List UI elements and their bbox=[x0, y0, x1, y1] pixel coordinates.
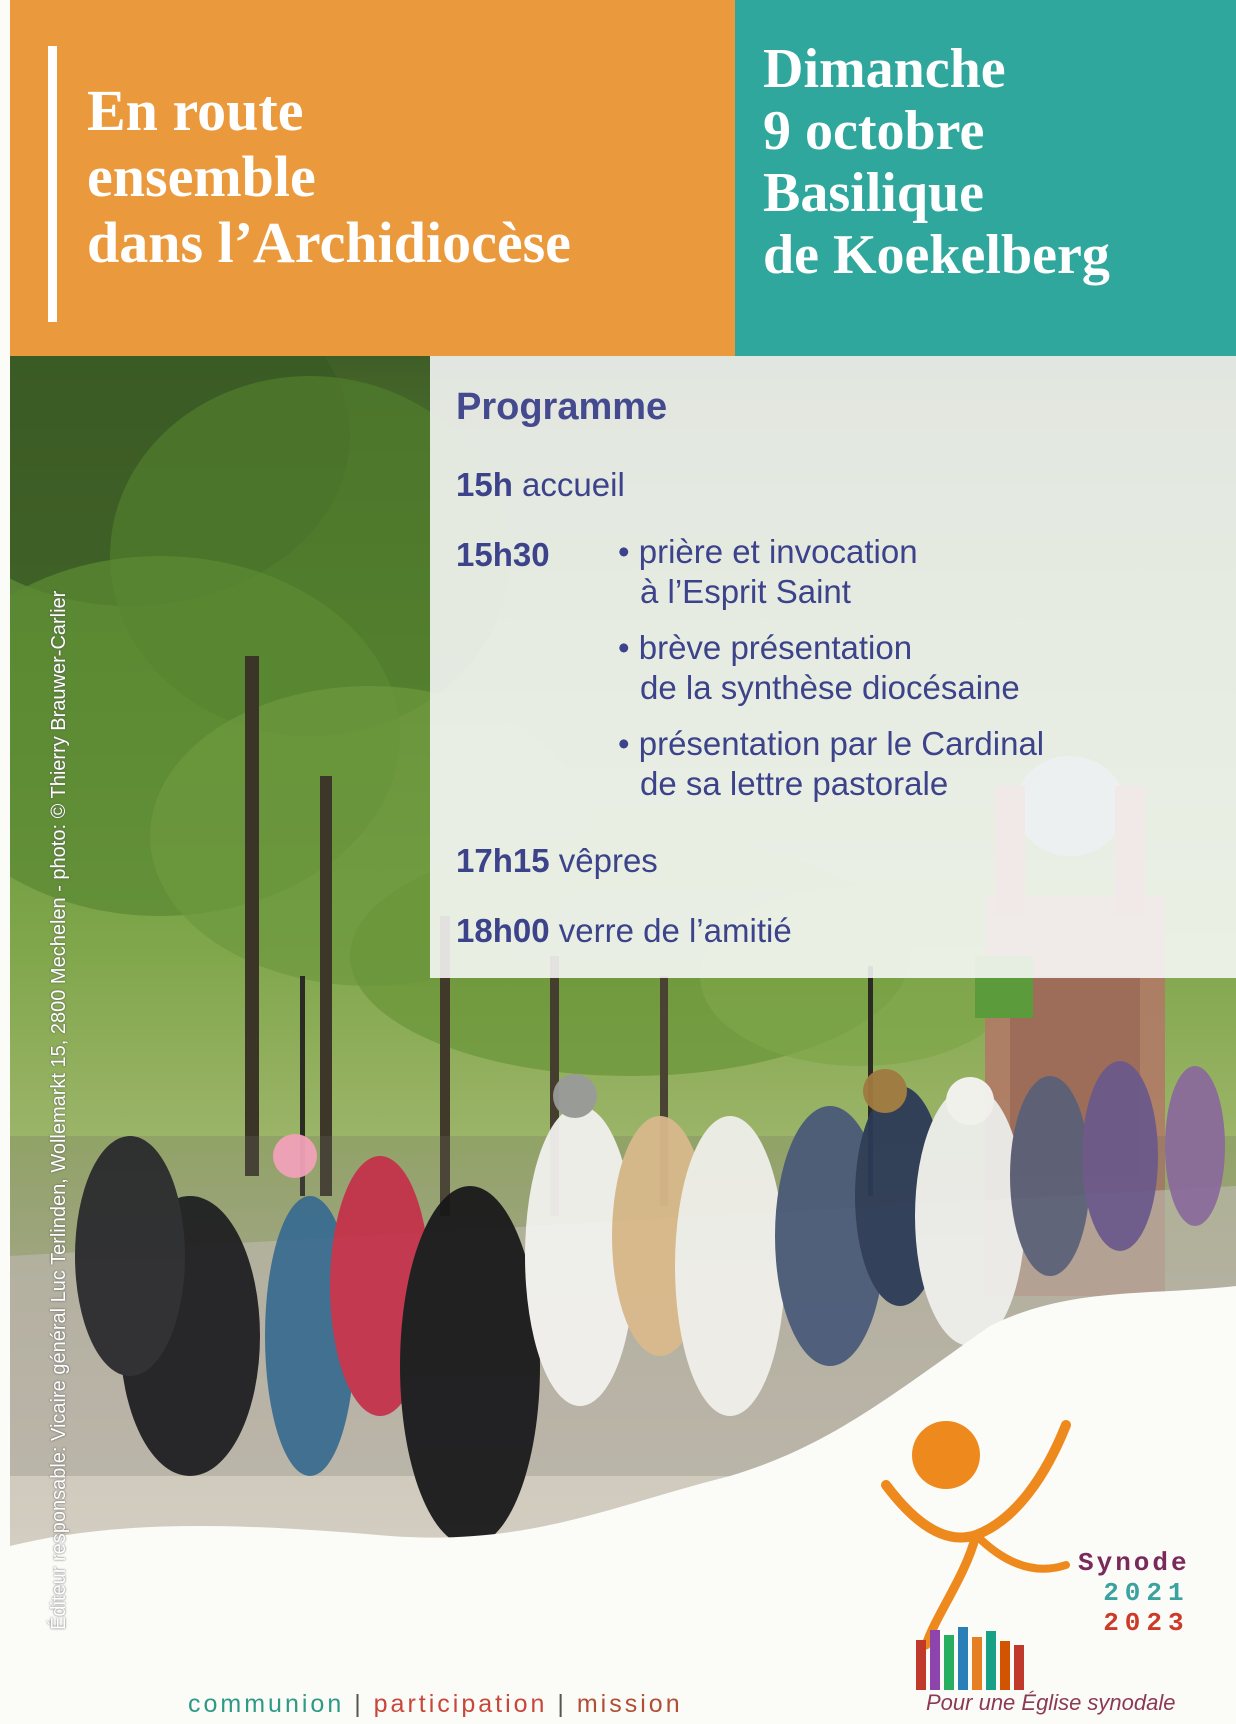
programme-bullet bbox=[618, 628, 1020, 708]
programme-time: 17h15 bbox=[456, 842, 550, 879]
programme-bullet bbox=[618, 724, 1044, 804]
bullet-line: • prière et invocation bbox=[618, 533, 918, 570]
tagline bbox=[188, 1690, 683, 1719]
page-title bbox=[87, 78, 727, 276]
programme-item bbox=[456, 912, 792, 950]
bullet-line: • brève présentation bbox=[618, 629, 913, 666]
tagline-mission: mission bbox=[576, 1690, 683, 1718]
programme-item bbox=[456, 842, 658, 880]
publisher-credit: Éditeur responsable: Vicaire général Luc Terlinden, Wollemarkt 15, 2800 Mechelen - photo: © Thierry Brauwer-Carlier bbox=[48, 590, 70, 1630]
title-line: En route bbox=[87, 78, 304, 143]
programme-time: 15h bbox=[456, 466, 513, 503]
bullet-line: de sa lettre pastorale bbox=[640, 765, 949, 802]
event-info bbox=[763, 38, 1110, 286]
title-line: ensemble bbox=[87, 144, 316, 209]
logo-subtitle: Pour une Église synodale bbox=[926, 1690, 1176, 1715]
tagline-separator: | bbox=[354, 1690, 364, 1718]
bullet-line: • présentation par le Cardinal bbox=[618, 725, 1045, 762]
programme-label: accueil bbox=[522, 466, 625, 503]
tagline-separator: | bbox=[557, 1690, 567, 1718]
programme-label: vêpres bbox=[558, 842, 658, 879]
synode-year-end: 2023 bbox=[1103, 1608, 1190, 1638]
event-line: 9 octobre bbox=[763, 100, 985, 162]
programme-time: 15h30 bbox=[456, 536, 550, 573]
title-line: dans l’Archidiocèse bbox=[87, 210, 571, 275]
tagline-communion: communion bbox=[188, 1690, 345, 1718]
bullet-line: de la synthèse diocésaine bbox=[640, 669, 1020, 706]
header-title-panel bbox=[10, 0, 735, 356]
programme-label: verre de l’amitié bbox=[558, 912, 792, 949]
synode-year-start: 2021 bbox=[1103, 1578, 1190, 1608]
programme-item bbox=[456, 536, 550, 574]
event-line: Basilique bbox=[763, 162, 984, 224]
programme-title: Programme bbox=[456, 386, 668, 428]
programme-time: 18h00 bbox=[456, 912, 550, 949]
event-line: de Koekelberg bbox=[763, 224, 1110, 286]
programme-bullet bbox=[618, 532, 918, 612]
tagline-participation: participation bbox=[373, 1690, 548, 1718]
synode-wordmark bbox=[1078, 1548, 1190, 1638]
bullet-line: à l’Esprit Saint bbox=[640, 573, 851, 610]
synode-label: Synode bbox=[1078, 1548, 1190, 1578]
title-accent-bar bbox=[48, 46, 57, 322]
programme-panel bbox=[430, 356, 1236, 978]
header-event-panel bbox=[735, 0, 1236, 356]
programme-item bbox=[456, 466, 625, 504]
event-line: Dimanche bbox=[763, 38, 1006, 100]
